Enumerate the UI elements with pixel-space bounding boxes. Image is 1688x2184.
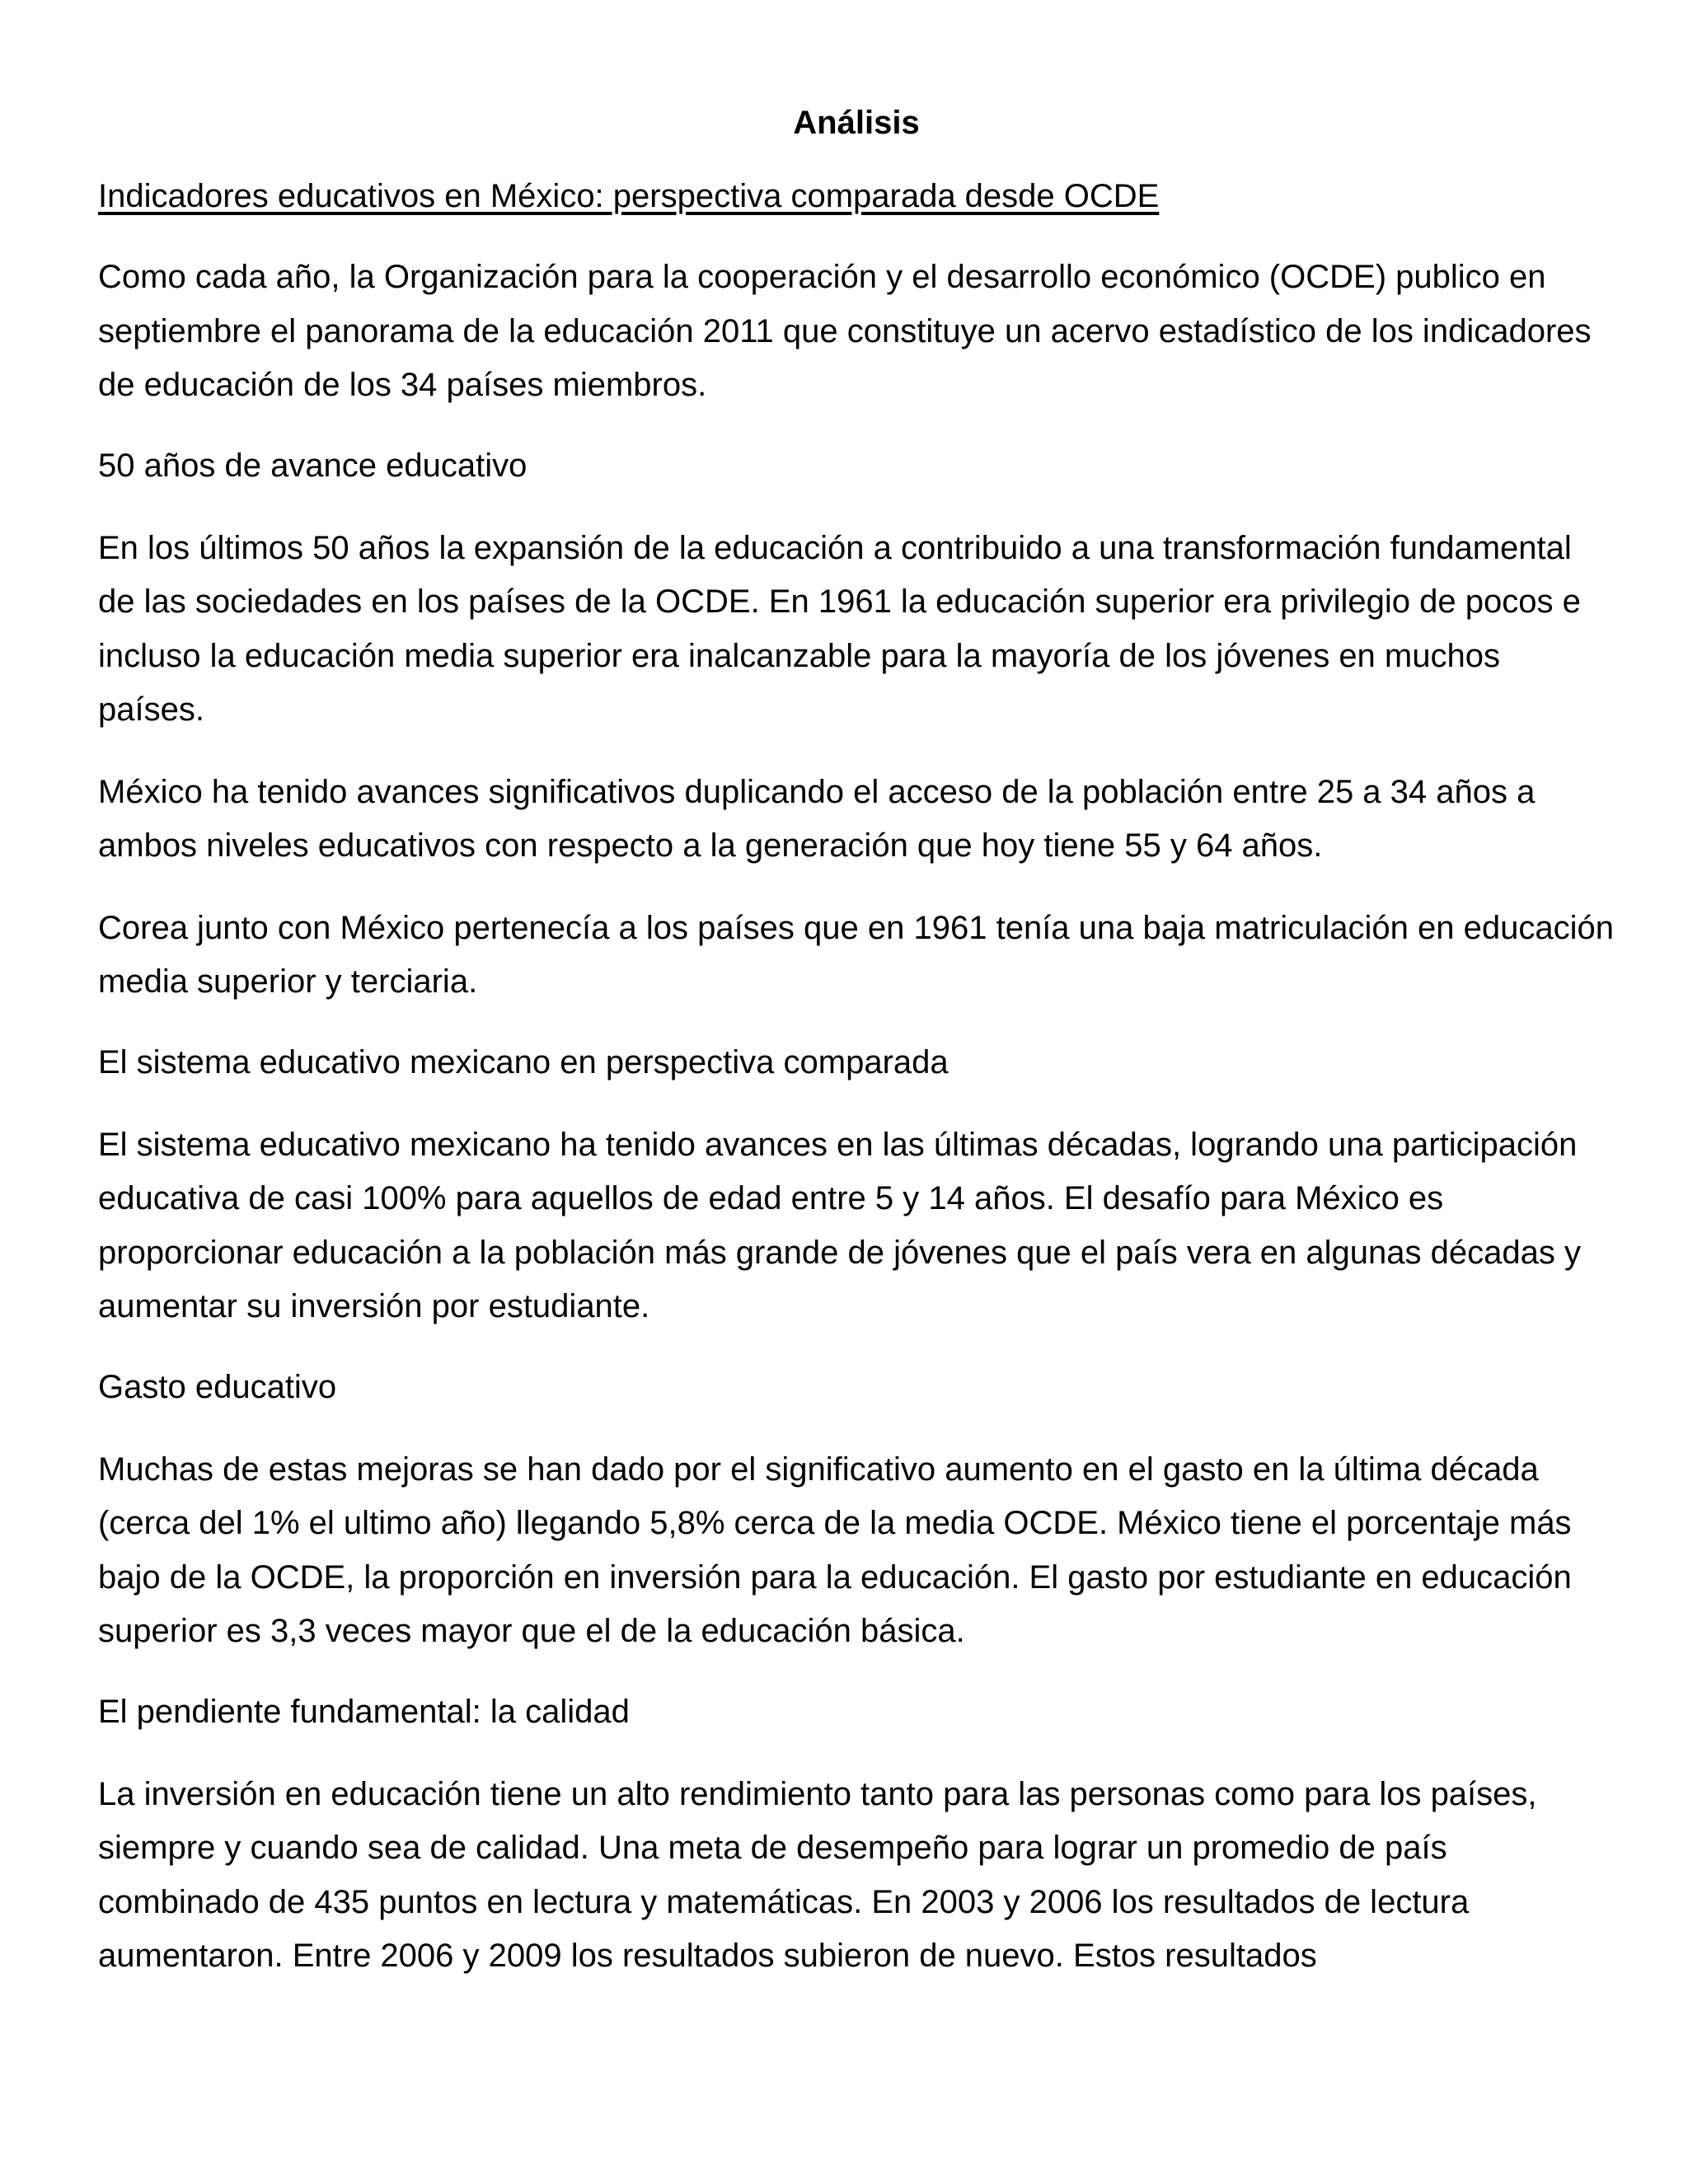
paragraph-expansion: En los últimos 50 años la expansión de la educación a contribuido a una transformación fundamental de las sociedades en los países de la OCDE. En 1961 la educación superior era privilegio de pocos e incluso la educación media superior era inalcanzable para la mayoría de los jóvenes en muchos países. [98,529,1581,728]
paragraph-sistema: El sistema educativo mexicano ha tenido avances en las últimas décadas, logrando una participación educativa de casi 100% para aquellos de edad entre 5 y 14 años. El desafío para México es proporcionar educación a la población más grande de jóvenes que el país vera en algunas décadas y aumentar su inversión por estudiante. [98,1126,1581,1324]
section-heading-gasto: Gasto educativo [98,1368,337,1405]
section-heading-avance: 50 años de avance educativo [98,447,528,484]
section-heading-sistema: El sistema educativo mexicano en perspectiva comparada [98,1043,949,1080]
paragraph-calidad: La inversión en educación tiene un alto rendimiento tanto para las personas como para los países, siempre y cuando sea de calidad. Una meta de desempeño para lograr un promedio de país combinado de 435 puntos en lectura y matemáticas. En 2003 y 2006 los resultados de lectura aumentaron. Entre 2006 y 2009 los resultados subieron de nuevo. Estos resultados [98,1775,1537,1974]
paragraph-gasto: Muchas de estas mejoras se han dado por el significativo aumento en el gasto en la última década (cerca del 1% el ultimo año) llegando 5,8% cerca de la media OCDE. México tiene el porcentaje más bajo de la OCDE, la proporción en inversión para la educación. El gasto por estudiante en educación superior es 3,3 veces mayor que el de la educación básica. [98,1451,1572,1649]
section-heading-calidad: El pendiente fundamental: la calidad [98,1693,630,1730]
paragraph-corea: Corea junto con México pertenecía a los países que en 1961 tenía una baja matriculación en educación media superior y terciaria. [98,909,1614,1000]
paragraph-intro: Como cada año, la Organización para la cooperación y el desarrollo económico (OCDE) publico en septiembre el panorama de la educación 2011 que constituye un acervo estadístico de los indicadores de educación de los 34 países miembros. [98,259,1592,403]
document-subtitle: Indicadores educativos en México: perspectiva comparada desde OCDE [98,178,1160,214]
document-body [98,96,1615,2012]
paragraph-mexico-avances: México ha tenido avances significativos duplicando el acceso de la población entre 25 a 34 años a ambos niveles educativos con respecto a la generación que hoy tiene 55 y 64 años. [98,773,1536,864]
document-title: Análisis [793,105,920,141]
